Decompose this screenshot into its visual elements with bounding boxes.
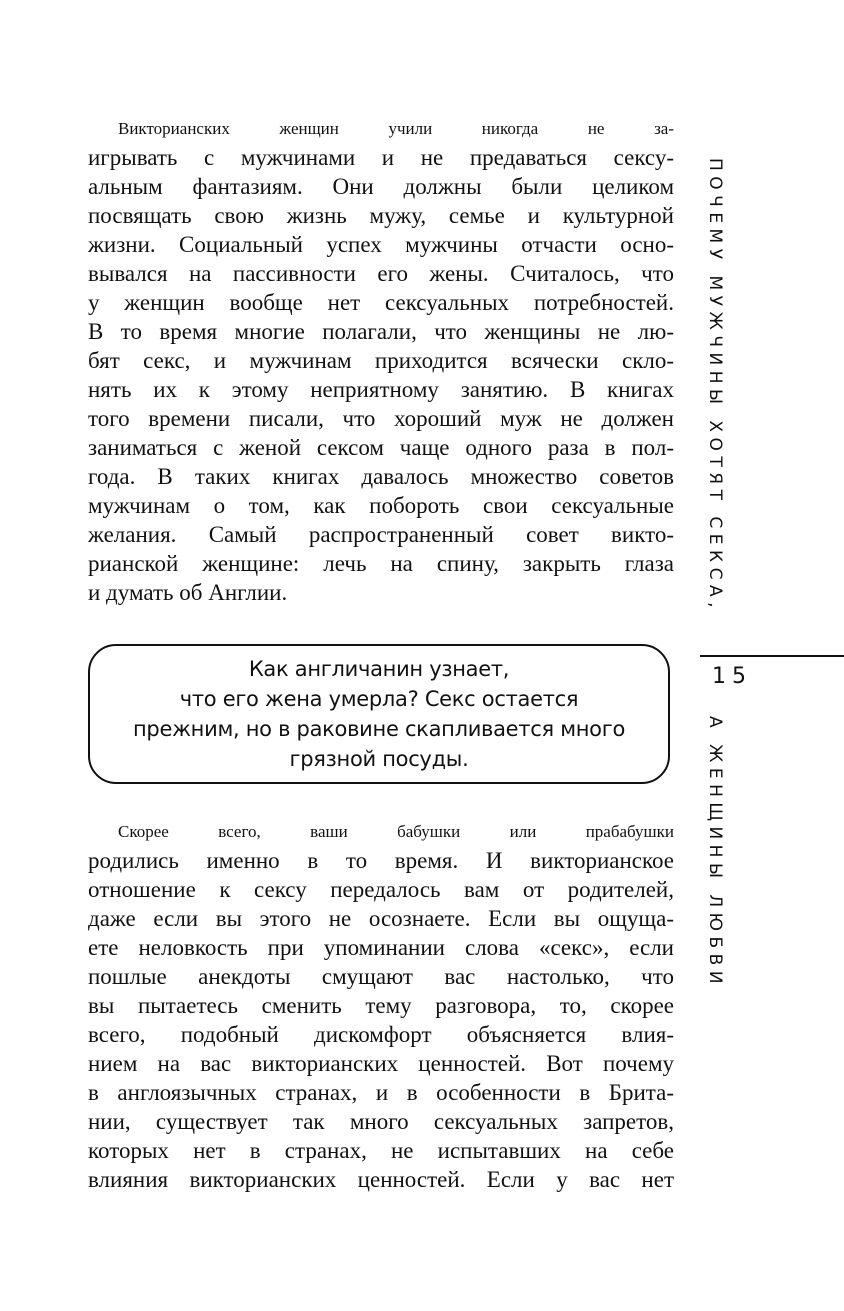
text-line: в англоязычных странах, и в особенности в Брита-	[88, 1080, 674, 1105]
text-line: Викторианских женщин учили никогда не за-	[118, 119, 674, 138]
joke-line: прежним, но в раковине скапливается много	[132, 717, 625, 741]
text-line: бят секс, и мужчинам приходится всячески скло-	[88, 348, 674, 373]
running-head-upper	[705, 158, 735, 628]
text-line: всего, подобный дискомфорт объясняется влия-	[88, 1022, 674, 1047]
text-line: у женщин вообще нет сексуальных потребностей.	[88, 290, 674, 315]
text-line: вы пытаетесь сменить тему разговора, то, скорее	[88, 993, 674, 1018]
text-line: и думать об Англии.	[88, 580, 288, 605]
text-line: нять их к этому неприятному занятию. В книгах	[88, 377, 674, 402]
page-number: 15	[712, 664, 752, 689]
running-head-lower	[705, 716, 735, 1006]
text-line: Скорее всего, ваши бабушки или прабабушки	[118, 822, 674, 841]
text-line: В то время многие полагали, что женщины не лю-	[88, 319, 674, 344]
running-head-text: ПОЧЕМУ МУЖЧИНЫ ХОТЯТ СЕКСА,	[705, 158, 725, 613]
text-line: игрывать с мужчинами и не предаваться сексу-	[88, 145, 674, 170]
text-line: мужчинам о том, как побороть свои сексуальные	[88, 493, 674, 518]
text-line: вывался на пассивности его жены. Считалось, что	[88, 261, 674, 286]
text-line: влияния викторианских ценностей. Если у вас нет	[88, 1167, 674, 1192]
text-line: альным фантазиям. Они должны были целиком	[88, 174, 674, 199]
text-line: рианской женщине: лечь на спину, закрыть глаза	[88, 551, 674, 576]
body-paragraph-2	[88, 817, 674, 1194]
text-line: нии, существует так много сексуальных запретов,	[88, 1109, 674, 1134]
text-line: родились именно в то время. И викторианское	[88, 848, 674, 873]
joke-line: грязной посуды.	[289, 747, 469, 771]
text-line: того времени писали, что хороший муж не должен	[88, 406, 674, 431]
text-line: года. В таких книгах давалось множество советов	[88, 464, 674, 489]
text-line: отношение к сексу передалось вам от родителей,	[88, 877, 674, 902]
joke-line: что его жена умерла? Секс остается	[179, 687, 579, 711]
running-head-text: А ЖЕНЩИНЫ ЛЮБВИ	[705, 716, 725, 990]
text-line: посвящать свою жизнь мужу, семье и культурной	[88, 203, 674, 228]
header-rule	[700, 655, 844, 657]
text-line: ете неловкость при упоминании слова «секс», если	[88, 935, 674, 960]
text-line: пошлые анекдоты смущают вас настолько, что	[88, 964, 674, 989]
paragraph-text	[88, 114, 674, 607]
text-line: которых нет в странах, не испытавших на себе	[88, 1138, 674, 1163]
body-paragraph-1	[88, 114, 674, 607]
text-line: жизни. Социальный успех мужчины отчасти осно-	[88, 232, 674, 257]
text-line: даже если вы этого не осознаете. Если вы ощуща-	[88, 906, 674, 931]
text-line: нием на вас викторианских ценностей. Вот почему	[88, 1051, 674, 1076]
text-line: заниматься с женой сексом чаще одного раза в пол-	[88, 435, 674, 460]
text-line: желания. Самый распространенный совет викто-	[88, 522, 674, 547]
paragraph-text	[88, 817, 674, 1194]
joke-box	[88, 644, 670, 784]
joke-line: Как англичанин узнает,	[248, 657, 510, 681]
